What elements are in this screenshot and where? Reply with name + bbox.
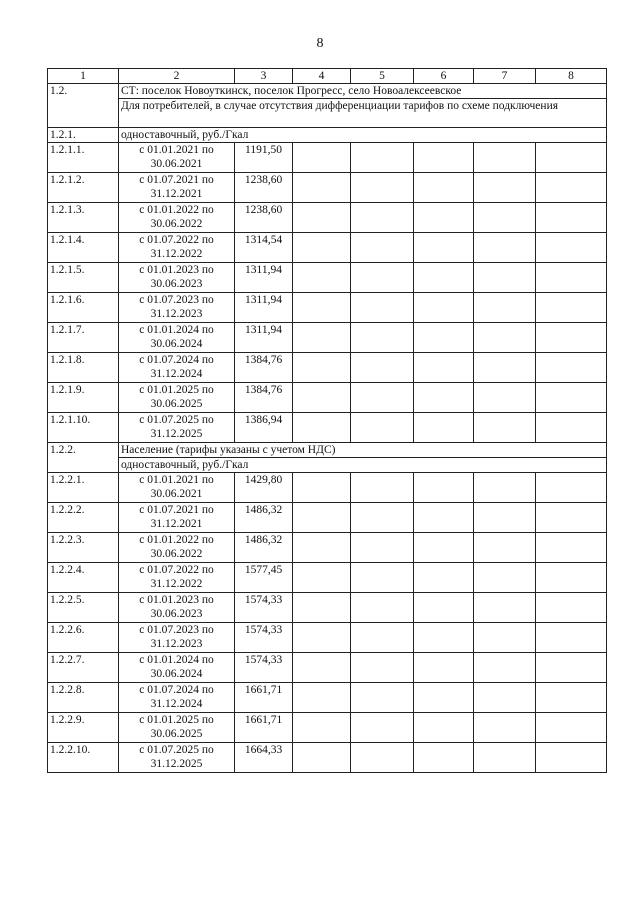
row-number: 1.2.2.9. xyxy=(48,713,119,743)
period-cell xyxy=(119,743,235,773)
tariff-value: 1664,33 xyxy=(235,743,293,773)
empty-cell xyxy=(536,263,607,293)
empty-cell xyxy=(474,743,536,773)
row-number: 1.2.2.3. xyxy=(48,533,119,563)
empty-cell xyxy=(414,593,474,623)
period-start: с 01.01.2025 по xyxy=(139,384,214,396)
header-row xyxy=(48,69,607,84)
table-row xyxy=(48,383,607,413)
column-header: 5 xyxy=(351,69,414,84)
table-row xyxy=(48,653,607,683)
subsection-label: одноставочный, руб./Гкал xyxy=(119,458,607,473)
empty-cell xyxy=(293,203,351,233)
empty-cell xyxy=(474,683,536,713)
empty-cell xyxy=(414,143,474,173)
section-number: 1.2.2. xyxy=(48,443,119,473)
column-header: 2 xyxy=(119,69,235,84)
empty-cell xyxy=(474,623,536,653)
period-end: 31.12.2024 xyxy=(150,698,203,710)
tariff-value: 1486,32 xyxy=(235,533,293,563)
section-row xyxy=(48,443,607,458)
row-number: 1.2.2.1. xyxy=(48,473,119,503)
subsection-label: одноставочный, руб./Гкал xyxy=(119,128,607,143)
period-cell xyxy=(119,413,235,443)
empty-cell xyxy=(414,293,474,323)
subsection-row xyxy=(48,128,607,143)
row-number: 1.2.1.7. xyxy=(48,323,119,353)
column-header: 4 xyxy=(293,69,351,84)
period-start: с 01.07.2021 по xyxy=(139,174,214,186)
empty-cell xyxy=(414,473,474,503)
row-number: 1.2.2.7. xyxy=(48,653,119,683)
empty-cell xyxy=(351,563,414,593)
period-end: 31.12.2023 xyxy=(150,638,203,650)
empty-cell xyxy=(536,533,607,563)
empty-cell xyxy=(474,383,536,413)
period-cell xyxy=(119,293,235,323)
period-cell xyxy=(119,653,235,683)
period-end: 30.06.2021 xyxy=(150,488,203,500)
empty-cell xyxy=(474,263,536,293)
empty-cell xyxy=(536,143,607,173)
period-end: 31.12.2021 xyxy=(150,188,203,200)
period-end: 30.06.2025 xyxy=(150,728,203,740)
period-end: 30.06.2025 xyxy=(150,398,203,410)
tariff-value: 1384,76 xyxy=(235,353,293,383)
tariff-value: 1311,94 xyxy=(235,263,293,293)
empty-cell xyxy=(351,413,414,443)
row-number: 1.2.2.5. xyxy=(48,593,119,623)
empty-cell xyxy=(536,473,607,503)
empty-cell xyxy=(293,563,351,593)
period-start: с 01.07.2023 по xyxy=(139,624,214,636)
period-start: с 01.01.2025 по xyxy=(139,714,214,726)
empty-cell xyxy=(536,563,607,593)
period-cell xyxy=(119,563,235,593)
empty-cell xyxy=(351,533,414,563)
table-row xyxy=(48,473,607,503)
empty-cell xyxy=(293,353,351,383)
period-cell xyxy=(119,353,235,383)
period-end: 31.12.2024 xyxy=(150,368,203,380)
empty-cell xyxy=(414,413,474,443)
row-number: 1.2.1.6. xyxy=(48,293,119,323)
empty-cell xyxy=(474,143,536,173)
table-row xyxy=(48,413,607,443)
column-header: 3 xyxy=(235,69,293,84)
section-title: СТ: поселок Новоуткинск, поселок Прогресс, село Новоалексеевское xyxy=(119,84,607,99)
period-start: с 01.01.2022 по xyxy=(139,204,214,216)
empty-cell xyxy=(414,263,474,293)
empty-cell xyxy=(414,713,474,743)
tariff-value: 1311,94 xyxy=(235,323,293,353)
period-end: 31.12.2025 xyxy=(150,758,203,770)
empty-cell xyxy=(414,353,474,383)
table-row xyxy=(48,143,607,173)
empty-cell xyxy=(474,413,536,443)
table-row xyxy=(48,323,607,353)
period-cell xyxy=(119,713,235,743)
period-cell xyxy=(119,533,235,563)
period-start: с 01.07.2025 по xyxy=(139,744,214,756)
empty-cell xyxy=(536,203,607,233)
empty-cell xyxy=(351,623,414,653)
empty-cell xyxy=(293,623,351,653)
row-number: 1.2.2.8. xyxy=(48,683,119,713)
empty-cell xyxy=(351,353,414,383)
period-start: с 01.07.2024 по xyxy=(139,354,214,366)
empty-cell xyxy=(474,233,536,263)
empty-cell xyxy=(536,353,607,383)
empty-cell xyxy=(474,593,536,623)
table-row xyxy=(48,173,607,203)
table-row xyxy=(48,683,607,713)
tariff-value: 1386,94 xyxy=(235,413,293,443)
period-start: с 01.01.2024 по xyxy=(139,654,214,666)
table-row xyxy=(48,593,607,623)
period-start: с 01.01.2022 по xyxy=(139,534,214,546)
tariff-value: 1577,45 xyxy=(235,563,293,593)
empty-cell xyxy=(536,383,607,413)
empty-cell xyxy=(414,233,474,263)
empty-cell xyxy=(351,653,414,683)
empty-cell xyxy=(293,323,351,353)
tariff-value: 1314,54 xyxy=(235,233,293,263)
empty-cell xyxy=(293,743,351,773)
table-row xyxy=(48,563,607,593)
empty-cell xyxy=(474,353,536,383)
period-end: 30.06.2022 xyxy=(150,548,203,560)
column-header: 8 xyxy=(536,69,607,84)
period-start: с 01.01.2023 по xyxy=(139,264,214,276)
empty-cell xyxy=(351,683,414,713)
empty-cell xyxy=(293,143,351,173)
row-number: 1.2.1.3. xyxy=(48,203,119,233)
empty-cell xyxy=(351,743,414,773)
tariff-value: 1661,71 xyxy=(235,683,293,713)
tariff-value: 1486,32 xyxy=(235,503,293,533)
table-row xyxy=(48,293,607,323)
tariff-value: 1574,33 xyxy=(235,653,293,683)
tariff-value: 1238,60 xyxy=(235,173,293,203)
period-start: с 01.07.2024 по xyxy=(139,684,214,696)
row-number: 1.2.1.4. xyxy=(48,233,119,263)
row-number: 1.2.2.6. xyxy=(48,623,119,653)
empty-cell xyxy=(351,203,414,233)
table-row xyxy=(48,263,607,293)
empty-cell xyxy=(414,563,474,593)
tariff-table xyxy=(47,68,607,773)
empty-cell xyxy=(293,713,351,743)
row-number: 1.2.1.8. xyxy=(48,353,119,383)
period-end: 31.12.2022 xyxy=(150,578,203,590)
period-start: с 01.07.2021 по xyxy=(139,504,214,516)
subsection-number: 1.2.1. xyxy=(48,128,119,143)
empty-cell xyxy=(414,623,474,653)
empty-cell xyxy=(351,713,414,743)
period-start: с 01.07.2022 по xyxy=(139,564,214,576)
empty-cell xyxy=(414,173,474,203)
empty-cell xyxy=(474,203,536,233)
table-row xyxy=(48,203,607,233)
row-number: 1.2.2.2. xyxy=(48,503,119,533)
empty-cell xyxy=(536,713,607,743)
empty-cell xyxy=(293,233,351,263)
row-number: 1.2.2.4. xyxy=(48,563,119,593)
empty-cell xyxy=(536,233,607,263)
period-end: 30.06.2021 xyxy=(150,158,203,170)
empty-cell xyxy=(536,653,607,683)
period-start: с 01.07.2025 по xyxy=(139,414,214,426)
table-row xyxy=(48,713,607,743)
empty-cell xyxy=(474,653,536,683)
empty-cell xyxy=(414,323,474,353)
empty-cell xyxy=(293,173,351,203)
column-header: 7 xyxy=(474,69,536,84)
row-number: 1.2.1.2. xyxy=(48,173,119,203)
period-end: 31.12.2025 xyxy=(150,428,203,440)
empty-cell xyxy=(351,503,414,533)
period-cell xyxy=(119,263,235,293)
empty-cell xyxy=(414,743,474,773)
empty-cell xyxy=(474,563,536,593)
column-header: 6 xyxy=(414,69,474,84)
empty-cell xyxy=(474,293,536,323)
empty-cell xyxy=(293,413,351,443)
empty-cell xyxy=(414,383,474,413)
section-title: Население (тарифы указаны с учетом НДС) xyxy=(119,443,607,458)
empty-cell xyxy=(293,503,351,533)
empty-cell xyxy=(351,473,414,503)
period-start: с 01.01.2021 по xyxy=(139,144,214,156)
period-cell xyxy=(119,203,235,233)
period-start: с 01.07.2023 по xyxy=(139,294,214,306)
empty-cell xyxy=(293,473,351,503)
empty-cell xyxy=(293,683,351,713)
page-number: 8 xyxy=(316,36,324,51)
period-end: 30.06.2024 xyxy=(150,668,203,680)
empty-cell xyxy=(351,383,414,413)
row-number: 1.2.1.9. xyxy=(48,383,119,413)
table-row xyxy=(48,623,607,653)
period-end: 30.06.2023 xyxy=(150,608,203,620)
row-number: 1.2.1.5. xyxy=(48,263,119,293)
tariff-value: 1384,76 xyxy=(235,383,293,413)
empty-cell xyxy=(351,293,414,323)
period-end: 30.06.2024 xyxy=(150,338,203,350)
period-end: 31.12.2021 xyxy=(150,518,203,530)
period-end: 30.06.2022 xyxy=(150,218,203,230)
tariff-value: 1311,94 xyxy=(235,293,293,323)
row-number: 1.2.1.1. xyxy=(48,143,119,173)
period-cell xyxy=(119,323,235,353)
empty-cell xyxy=(351,233,414,263)
empty-cell xyxy=(474,473,536,503)
period-cell xyxy=(119,383,235,413)
period-cell xyxy=(119,593,235,623)
empty-cell xyxy=(351,173,414,203)
tariff-value: 1661,71 xyxy=(235,713,293,743)
tariff-value: 1238,60 xyxy=(235,203,293,233)
empty-cell xyxy=(414,503,474,533)
empty-cell xyxy=(536,593,607,623)
period-end: 31.12.2022 xyxy=(150,248,203,260)
empty-cell xyxy=(293,533,351,563)
empty-cell xyxy=(536,503,607,533)
empty-cell xyxy=(351,593,414,623)
tariff-value: 1191,50 xyxy=(235,143,293,173)
table-row xyxy=(48,743,607,773)
section-row xyxy=(48,84,607,99)
period-start: с 01.01.2023 по xyxy=(139,594,214,606)
period-cell xyxy=(119,173,235,203)
period-start: с 01.01.2024 по xyxy=(139,324,214,336)
tariff-value: 1574,33 xyxy=(235,623,293,653)
section-note: Для потребителей, в случае отсутствия дифференциации тарифов по схеме подключения xyxy=(119,99,607,128)
empty-cell xyxy=(414,683,474,713)
empty-cell xyxy=(293,383,351,413)
empty-cell xyxy=(414,203,474,233)
empty-cell xyxy=(293,653,351,683)
column-header: 1 xyxy=(48,69,119,84)
empty-cell xyxy=(536,323,607,353)
empty-cell xyxy=(414,533,474,563)
tariff-value: 1429,80 xyxy=(235,473,293,503)
period-end: 31.12.2023 xyxy=(150,308,203,320)
empty-cell xyxy=(474,503,536,533)
empty-cell xyxy=(536,173,607,203)
empty-cell xyxy=(474,323,536,353)
empty-cell xyxy=(536,623,607,653)
period-end: 30.06.2023 xyxy=(150,278,203,290)
table-row xyxy=(48,533,607,563)
empty-cell xyxy=(351,323,414,353)
empty-cell xyxy=(474,713,536,743)
period-start: с 01.07.2022 по xyxy=(139,234,214,246)
empty-cell xyxy=(536,413,607,443)
empty-cell xyxy=(293,593,351,623)
empty-cell xyxy=(414,653,474,683)
period-cell xyxy=(119,623,235,653)
period-cell xyxy=(119,473,235,503)
empty-cell xyxy=(293,293,351,323)
empty-cell xyxy=(536,683,607,713)
period-cell xyxy=(119,683,235,713)
table-row xyxy=(48,353,607,383)
row-number: 1.2.1.10. xyxy=(48,413,119,443)
period-start: с 01.01.2021 по xyxy=(139,474,214,486)
subsection-row xyxy=(48,458,607,473)
section-note-row xyxy=(48,99,607,128)
table-row xyxy=(48,233,607,263)
period-cell xyxy=(119,503,235,533)
empty-cell xyxy=(536,743,607,773)
row-number: 1.2.2.10. xyxy=(48,743,119,773)
period-cell xyxy=(119,143,235,173)
empty-cell xyxy=(293,263,351,293)
tariff-value: 1574,33 xyxy=(235,593,293,623)
empty-cell xyxy=(536,293,607,323)
empty-cell xyxy=(474,533,536,563)
period-cell xyxy=(119,233,235,263)
empty-cell xyxy=(351,143,414,173)
empty-cell xyxy=(351,263,414,293)
empty-cell xyxy=(474,173,536,203)
table-row xyxy=(48,503,607,533)
section-number: 1.2. xyxy=(48,84,119,128)
